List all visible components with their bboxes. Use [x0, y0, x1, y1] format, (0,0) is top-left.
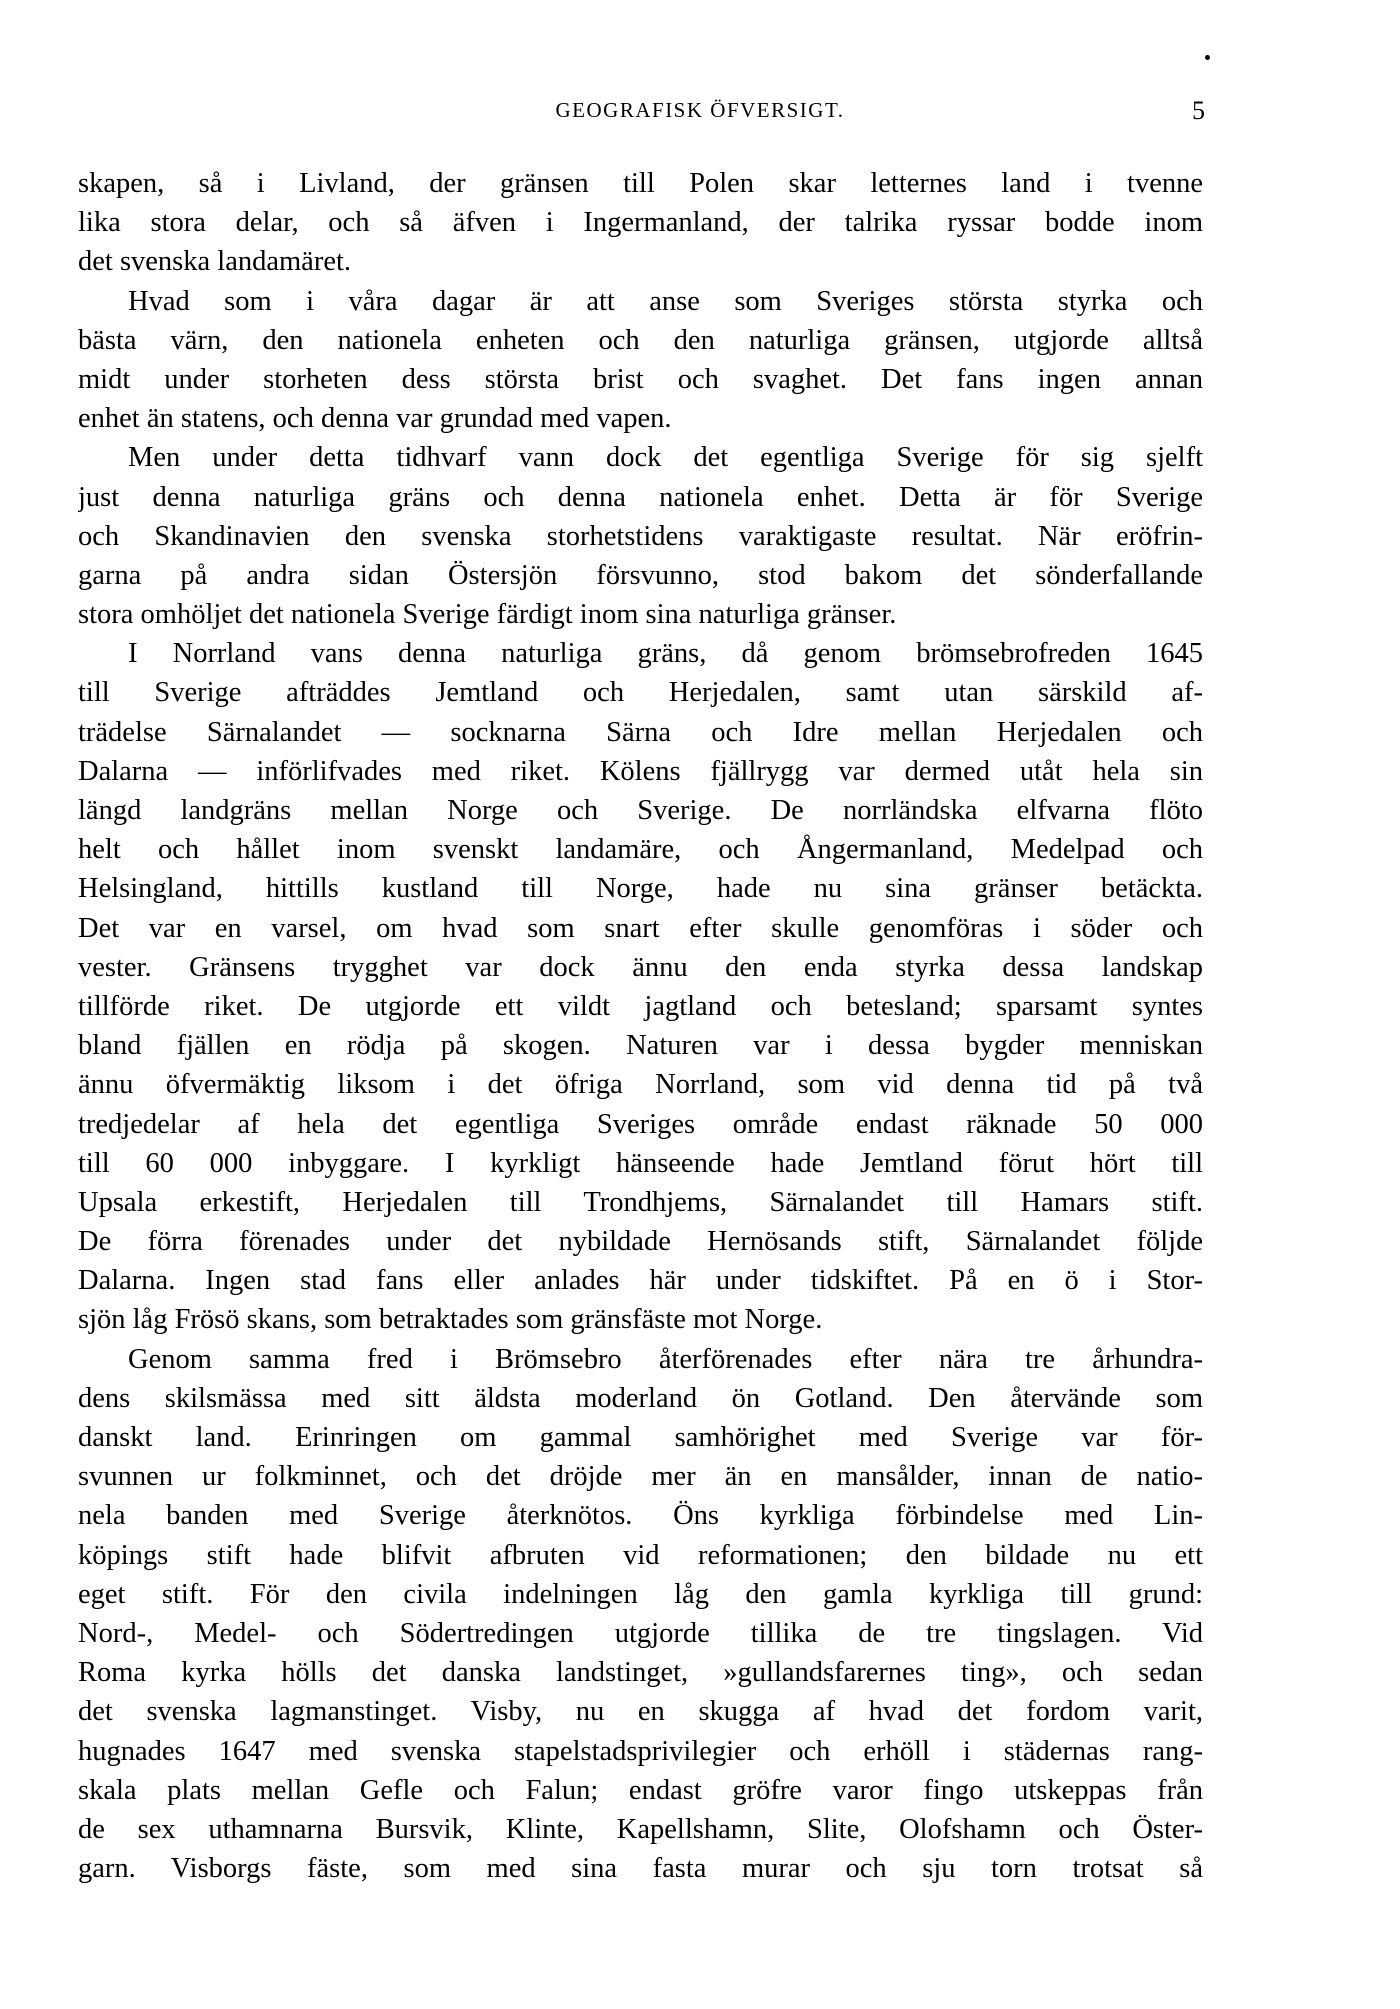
text-line: svunnen ur folkminnet, och det dröjde mer än en mansålder, innan de natio-: [78, 1461, 1203, 1493]
page-speck: [1205, 55, 1210, 60]
body-text: [78, 164, 1203, 1888]
text-line: enhet än statens, och denna var grundad med vapen.: [78, 403, 672, 435]
text-line: det svenska lagmanstinget. Visby, nu en skugga af hvad det fordom varit,: [78, 1696, 1203, 1728]
text-line: stora omhöljet det nationela Sverige färdigt inom sina naturliga gränser.: [78, 599, 897, 631]
text-line: de sex uthamnarna Bursvik, Klinte, Kapellshamn, Slite, Olofshamn och Öster-: [78, 1813, 1203, 1845]
text-line: ännu öfvermäktig liksom i det öfriga Norrland, som vid denna tid på två: [78, 1069, 1203, 1101]
page-number: 5: [1192, 96, 1205, 125]
text-line: sjön låg Frösö skans, som betraktades som gränsfäste mot Norge.: [78, 1304, 823, 1336]
text-line: köpings stift hade blifvit afbruten vid reformationen; den bildade nu ett: [78, 1539, 1203, 1571]
text-line: garn. Visborgs fäste, som med sina fasta murar och sju torn trotsat så: [78, 1853, 1203, 1885]
text-line: till 60 000 inbyggare. I kyrkligt hänseende hade Jemtland förut hört till: [78, 1147, 1203, 1179]
text-line: I Norrland vans denna naturliga gräns, då genom brömsebrofreden 1645: [128, 638, 1203, 670]
text-line: tredjedelar af hela det egentliga Sveriges område endast räknade 50 000: [78, 1108, 1203, 1140]
text-line: De förra förenades under det nybildade Hernösands stift, Särnalandet följde: [78, 1226, 1203, 1258]
text-line: bästa värn, den nationela enheten och den naturliga gränsen, utgjorde alltså: [78, 324, 1203, 356]
text-line: Genom samma fred i Brömsebro återförenades efter nära tre århundra-: [128, 1343, 1203, 1375]
text-line: Dalarna — införlifvades med riket. Kölens fjällrygg var dermed utåt hela sin: [78, 755, 1203, 787]
text-line: Upsala erkestift, Herjedalen till Trondhjems, Särnalandet till Hamars stift.: [78, 1186, 1203, 1218]
text-line: lika stora delar, och så äfven i Ingermanland, der talrika ryssar bodde inom: [78, 207, 1203, 239]
text-line: och Skandinavien den svenska storhetstidens varaktigaste resultat. När eröfrin-: [78, 520, 1203, 552]
text-line: till Sverige afträddes Jemtland och Herjedalen, samt utan särskild af-: [78, 677, 1203, 709]
text-line: Nord-, Medel- och Södertredingen utgjorde tillika de tre tingslagen. Vid: [78, 1617, 1203, 1649]
text-line: garna på andra sidan Östersjön försvunno, stod bakom det sönderfallande: [78, 559, 1203, 591]
text-line: helt och hållet inom svenskt landamäre, och Ångermanland, Medelpad och: [78, 834, 1203, 866]
text-line: skapen, så i Livland, der gränsen till Polen skar letternes land i tvenne: [78, 168, 1203, 199]
text-line: vester. Gränsens trygghet var dock ännu den enda styrka dessa landskap: [78, 951, 1203, 983]
text-line: Roma kyrka hölls det danska landstinget, »gullandsfarernes ting», och sedan: [78, 1657, 1203, 1689]
text-line: dens skilsmässa med sitt äldsta moderland ön Gotland. Den återvände som: [78, 1382, 1203, 1414]
text-line: skala plats mellan Gefle och Falun; endast gröfre varor fingo utskeppas från: [78, 1774, 1203, 1806]
text-line: hugnades 1647 med svenska stapelstadsprivilegier och erhöll i städernas rang-: [78, 1735, 1203, 1767]
text-line: Dalarna. Ingen stad fans eller anlades här under tidskiftet. På en ö i Stor-: [78, 1265, 1203, 1297]
text-line: trädelse Särnalandet — socknarna Särna och Idre mellan Herjedalen och: [78, 716, 1203, 748]
text-line: längd landgräns mellan Norge och Sverige. De norrländska elfvarna flöto: [78, 795, 1203, 826]
text-line: Helsingland, hittills kustland till Norge, hade nu sina gränser betäckta.: [78, 873, 1203, 905]
text-line: danskt land. Erinringen om gammal samhörighet med Sverige var för-: [78, 1422, 1203, 1453]
text-line: Men under detta tidhvarf vann dock det egentliga Sverige för sig sjelft: [128, 442, 1203, 474]
text-line: just denna naturliga gräns och denna nationela enhet. Detta är för Sverige: [78, 481, 1203, 513]
text-line: bland fjällen en rödja på skogen. Naturen var i dessa bygder menniskan: [78, 1030, 1203, 1062]
text-line: midt under storheten dess största brist och svaghet. Det fans ingen annan: [78, 363, 1203, 395]
text-line: Det var en varsel, om hvad som snart efter skulle genomföras i söder och: [78, 912, 1203, 944]
text-line: tillförde riket. De utgjorde ett vildt jagtland och betesland; sparsamt syntes: [78, 990, 1203, 1022]
text-line: Hvad som i våra dagar är att anse som Sveriges största styrka och: [128, 285, 1203, 317]
running-title: GEOGRAFISK ÖFVERSIGT.: [555, 98, 845, 122]
text-line: nela banden med Sverige återknötos. Öns kyrkliga förbindelse med Lin-: [78, 1500, 1203, 1532]
text-line: eget stift. För den civila indelningen låg den gamla kyrkliga till grund:: [78, 1578, 1203, 1610]
text-line: det svenska landamäret.: [78, 246, 352, 278]
